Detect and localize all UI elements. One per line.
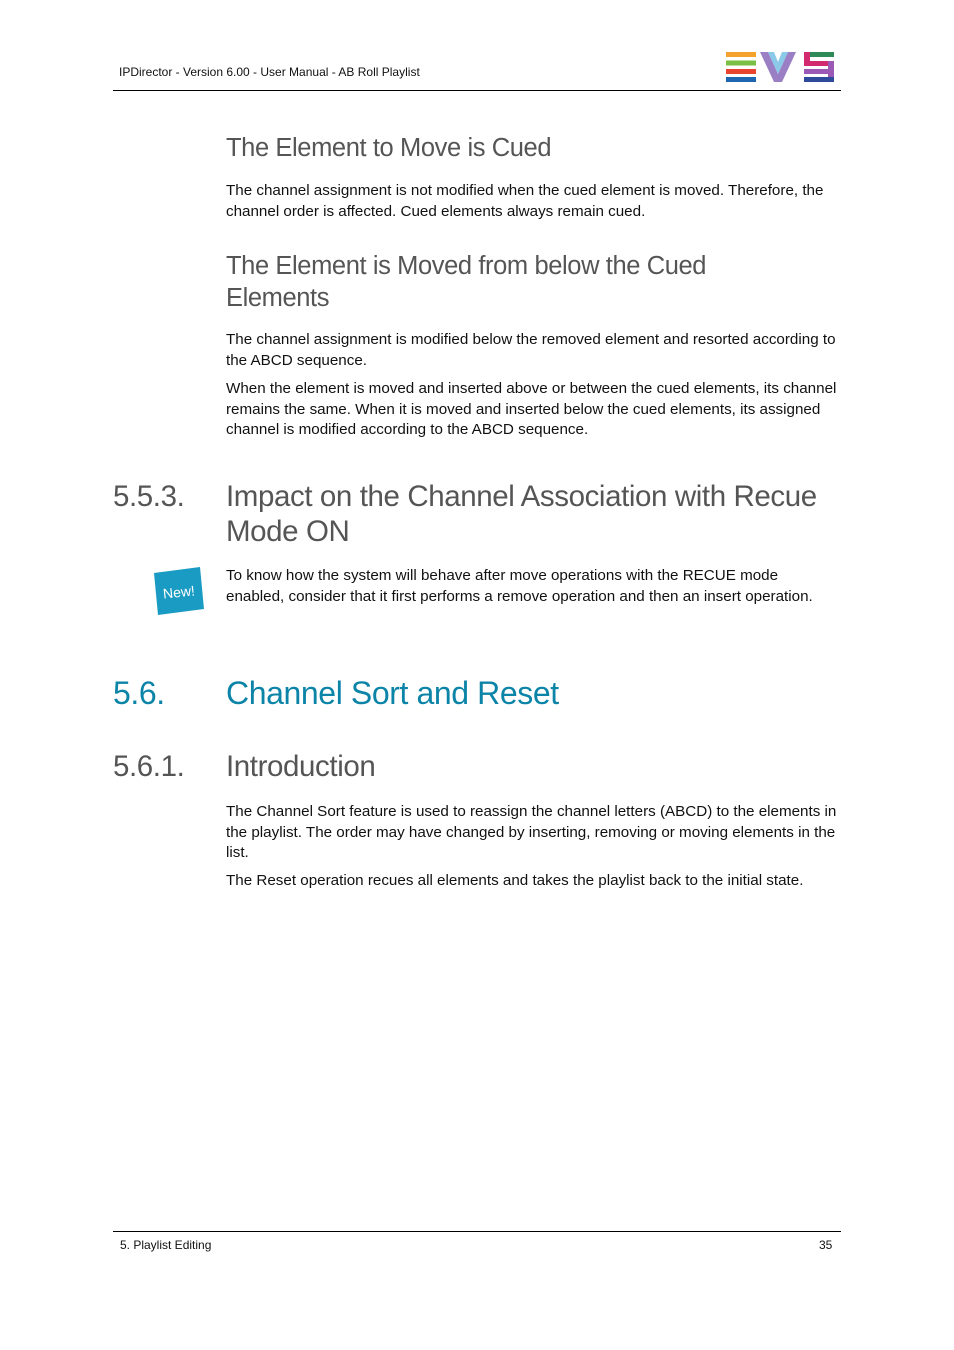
header-rule: [113, 90, 841, 91]
footer-chapter: 5. Playlist Editing: [120, 1238, 212, 1252]
paragraph-cued: The channel assignment is not modified when the cued element is moved. Therefore, the channel order is affected. Cued elements always remain cued.: [226, 182, 824, 220]
title-line-1: Impact on the Channel Association with Recue: [226, 480, 817, 513]
section-number-553: 5.5.3.: [113, 480, 185, 513]
evs-logo: [726, 52, 834, 82]
footer-rule: [113, 1231, 841, 1232]
paragraph-below-2: When the element is moved and inserted above or between the cued elements, its channel remains the same. When it is moved and inserted below the cued elements, its assigned channel is modified according to the ABCD sequence.: [226, 380, 837, 439]
title-line-2: Mode ON: [226, 514, 350, 548]
section-title-561: Introduction: [226, 750, 376, 783]
paragraph-below-1: The channel assignment is modified below the removed element and resorted according to the ABCD sequence.: [226, 331, 836, 369]
footer-page-number: 35: [819, 1238, 833, 1252]
paragraph-561-1: The Channel Sort feature is used to reassign the channel letters (ABCD) to the elements in the playlist. The order may have changed by inserting, removing or moving elements in the list.: [226, 803, 837, 862]
heading-line-2: Elements: [226, 284, 330, 312]
header-title: IPDirector - Version 6.00 - User Manual - AB Roll Playlist: [119, 65, 420, 79]
heading-element-cued: The Element to Move is Cued: [226, 134, 552, 162]
section-number-56: 5.6.: [113, 675, 165, 711]
new-badge-icon: [154, 567, 204, 615]
new-badge-label: New!: [162, 582, 196, 602]
section-title-56: Channel Sort and Reset: [226, 675, 559, 711]
section-title-553: [226, 480, 846, 549]
paragraph-553: To know how the system will behave after move operations with the RECUE mode enabled, consider that it first performs a remove operation and then an insert operation.: [226, 567, 813, 605]
section-number-561: 5.6.1.: [113, 750, 185, 783]
paragraph-561-2: The Reset operation recues all elements and takes the playlist back to the initial state.: [226, 872, 804, 889]
heading-line-1: The Element is Moved from below the Cued: [226, 252, 707, 280]
heading-element-below-cued: [226, 250, 826, 314]
